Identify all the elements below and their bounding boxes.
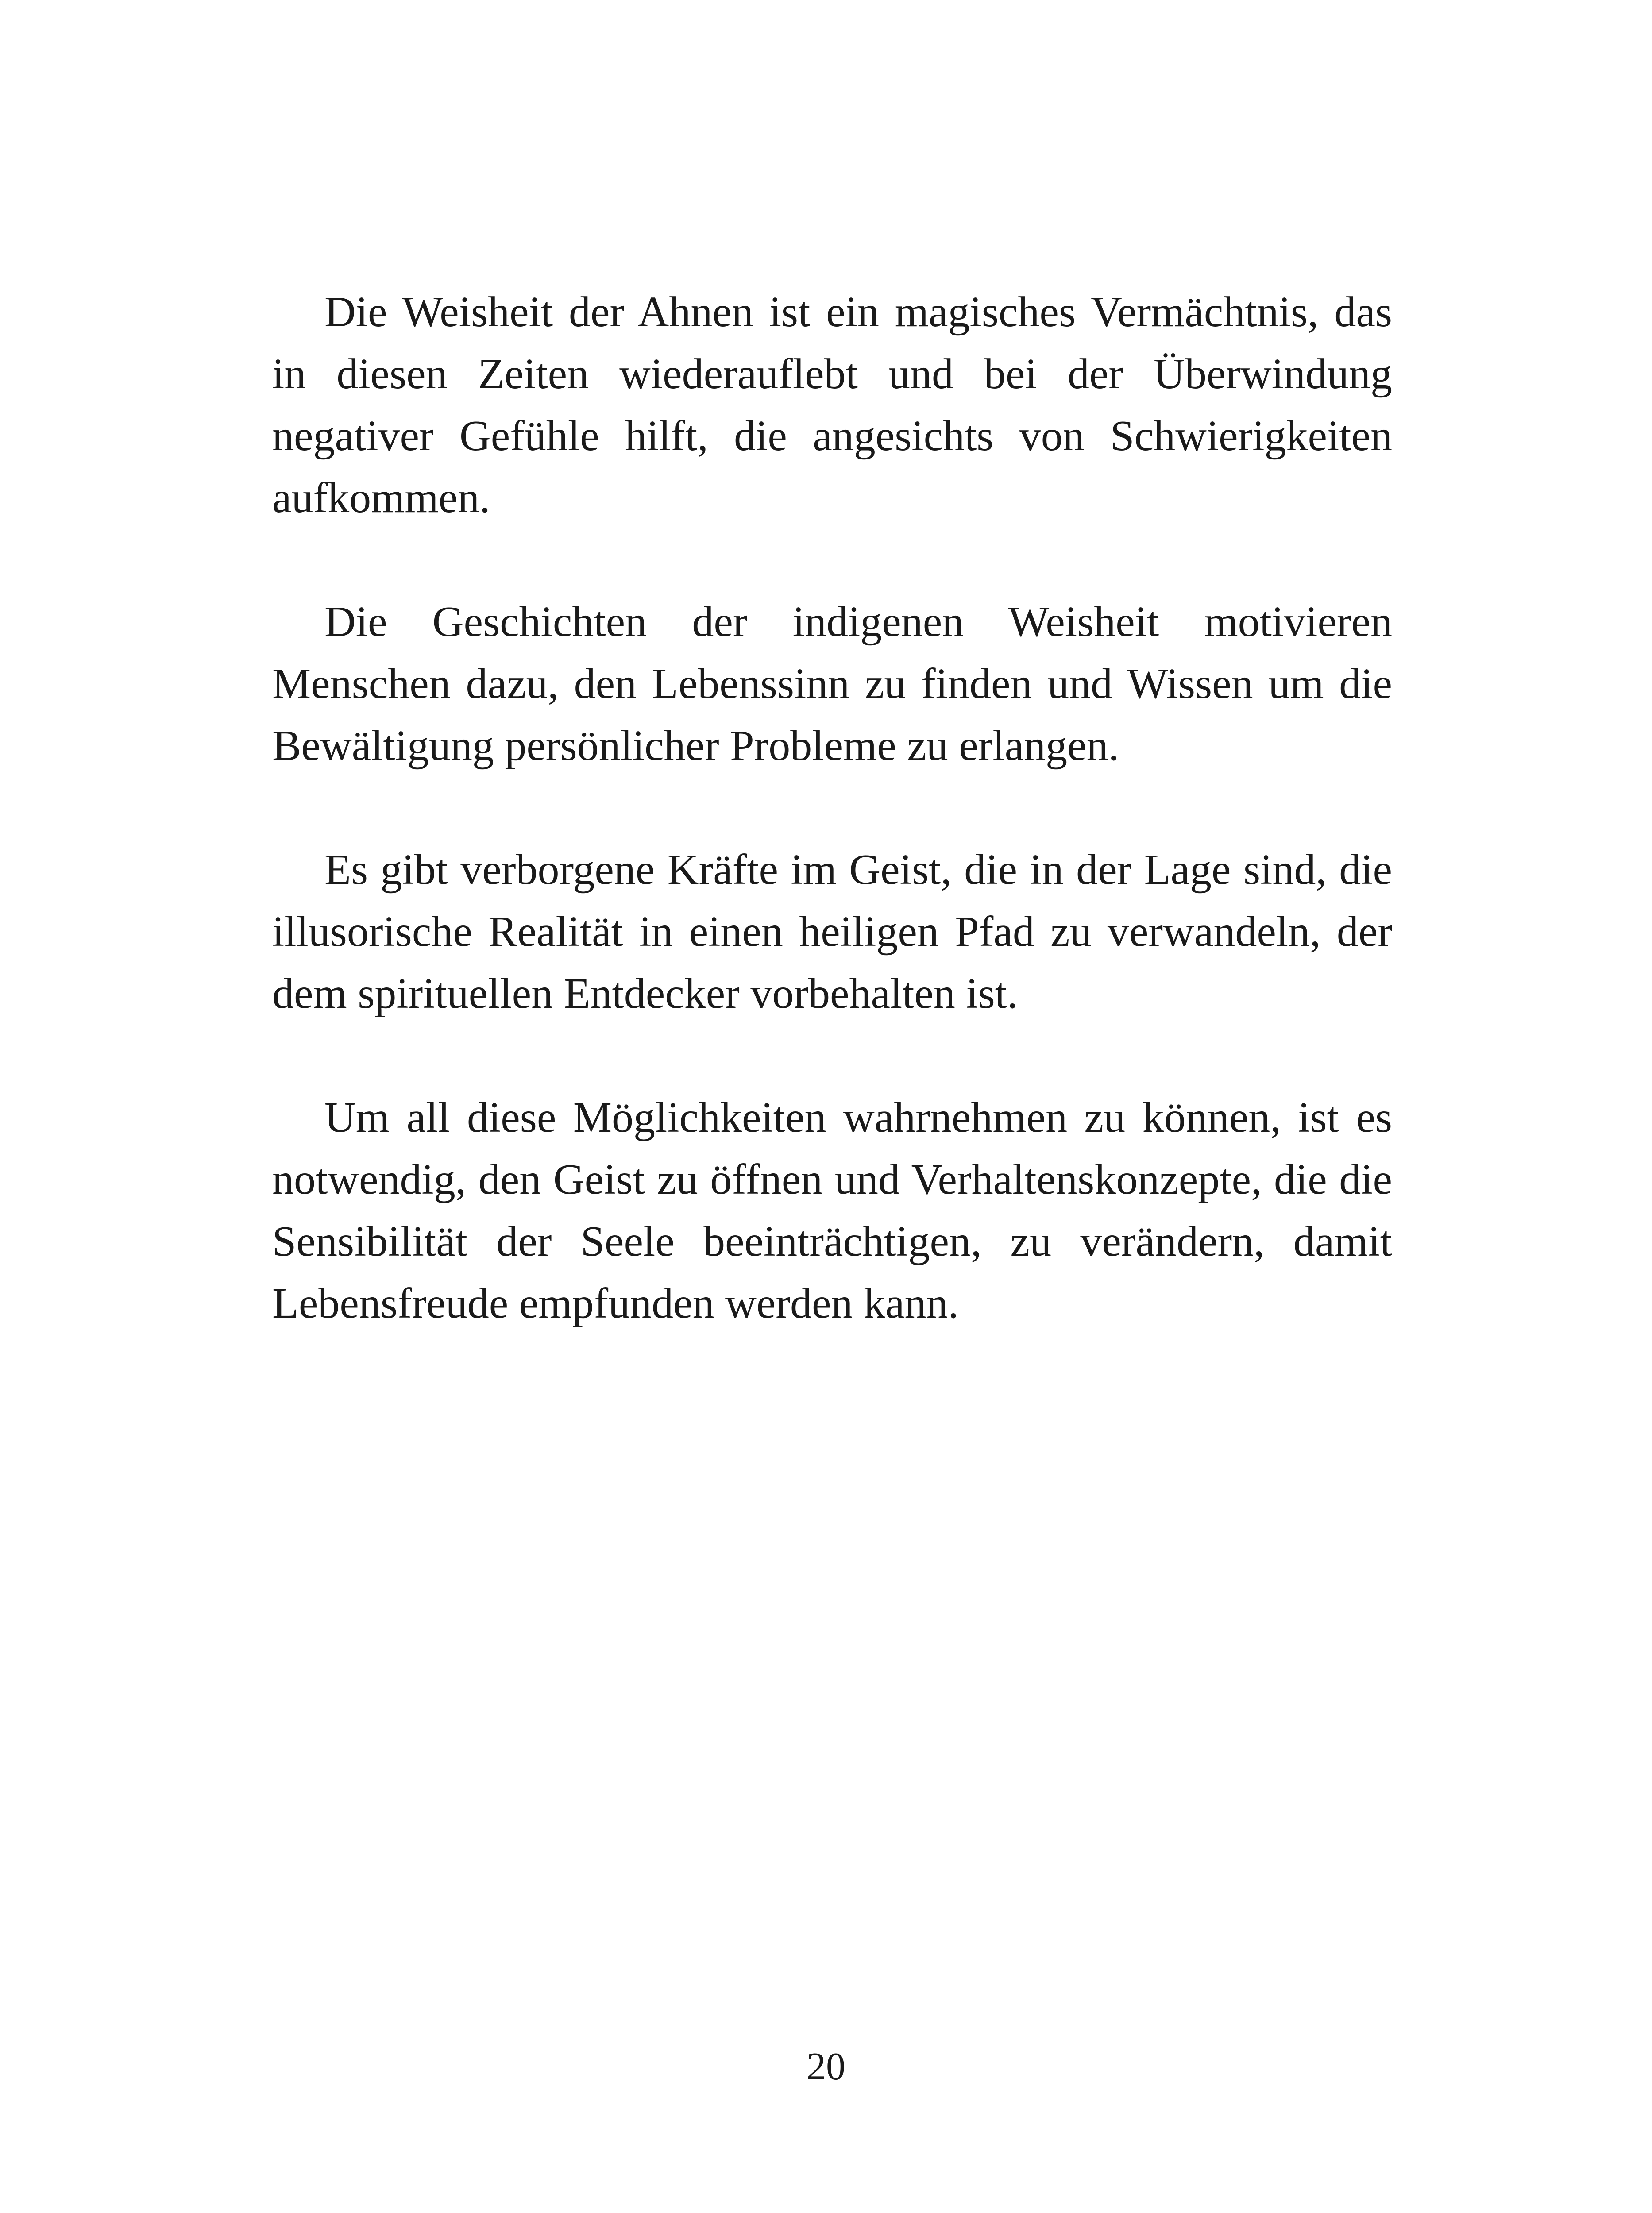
body-text [272,281,1392,1396]
page-number: 20 [807,2045,845,2088]
paragraph-2: Die Geschichten der indigenen Weisheit motivieren Menschen dazu, den Lebenssinn zu finden und Wissen um die Bewältigung persönlicher Probleme zu erlangen. [272,598,1392,770]
paragraph-3: Es gibt verborgene Kräfte im Geist, die in der Lage sind, die illusorische Realität in einen heiligen Pfad zu verwandeln, der dem spirituellen Entdecker vorbehalten ist. [272,846,1392,1018]
paragraph-4: Um all diese Möglichkeiten wahrnehmen zu können, ist es notwendig, den Geist zu öffnen und Verhaltenskonzepte, die die Sensibilität der Seele beeinträchtigen, zu verändern, damit Lebensfreude empfunden werden kann. [272,1094,1392,1327]
paragraph-1: Die Weisheit der Ahnen ist ein magisches Vermächtnis, das in diesen Zeiten wiederauflebt und bei der Überwindung negativer Gefühle hilft, die angesichts von Schwierigkeiten aufkommen. [272,288,1392,522]
